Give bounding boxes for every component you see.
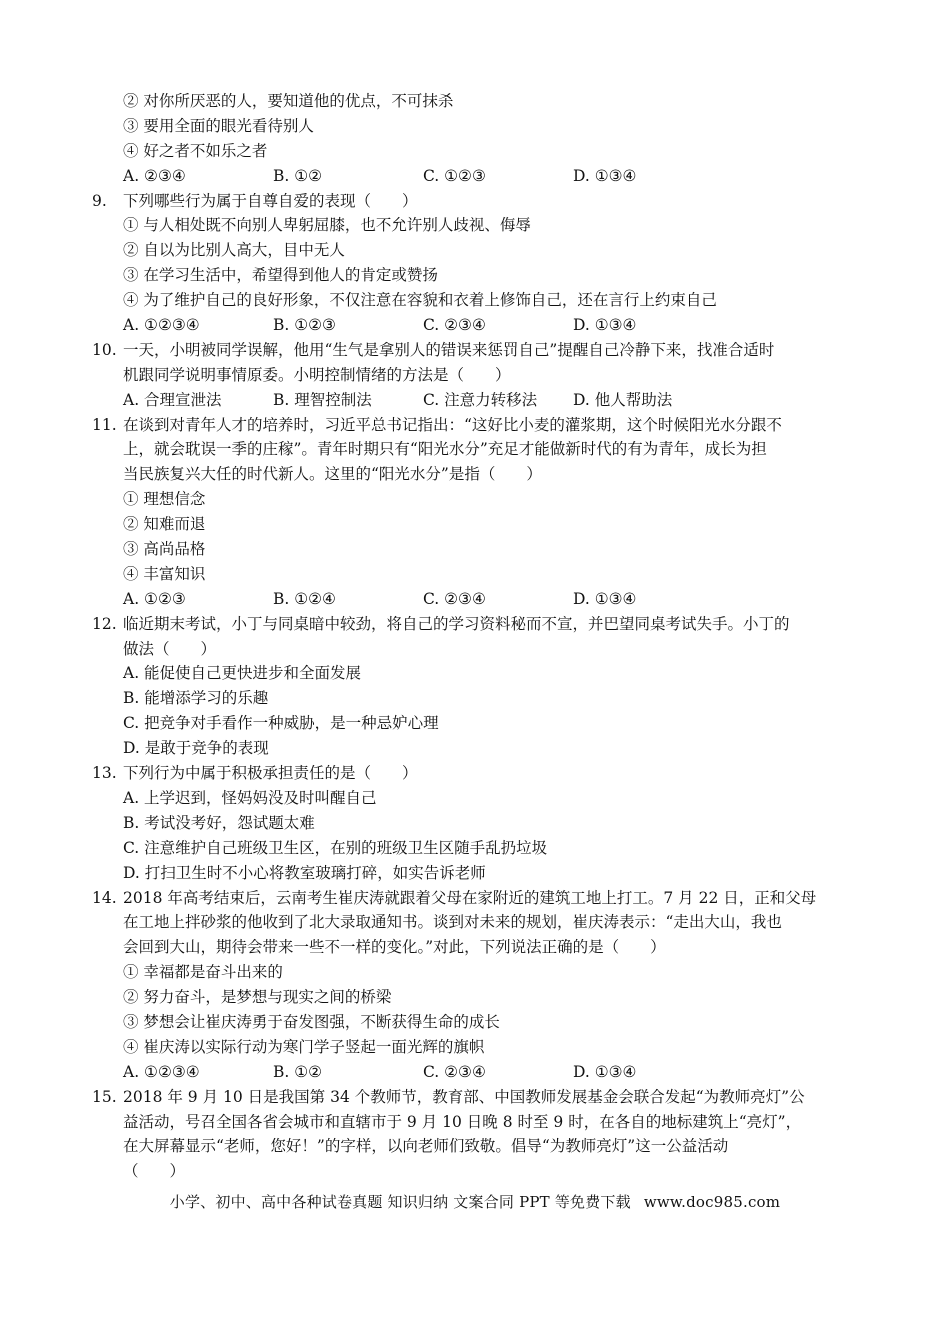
q11-option-b: B. ①②④ [273,589,336,608]
q9-option-b: B. ①②③ [273,316,336,335]
q10-number: 10. [92,340,117,359]
q8-item-3: ③ 要用全面的眼光看待别人 [123,116,314,135]
footer-url[interactable]: www.doc985.com [643,1193,781,1211]
q15-stem-line-2: 益活动，号召全国各省会城市和直辖市于 9 月 10 日晚 8 时至 9 时，在各自的地标建筑上“亮灯”， [123,1112,802,1131]
q14-number: 14. [92,888,117,907]
question-14 [92,886,862,961]
q15-number: 15. [92,1087,117,1106]
q10-option-b: B. 理智控制法 [273,390,372,409]
q14-stem-line-3: 会回到大山，期待会带来一些不一样的变化。”对此，下列说法正确的是（ ） [123,938,666,957]
q14-item-4: ④ 崔庆涛以实际行动为寒门学子竖起一面光辉的旗帜 [123,1037,485,1056]
q9-item-2: ② 自以为比别人高大，目中无人 [123,241,345,260]
q8-option-a: A. ②③④ [123,166,186,185]
q9-item-1: ① 与人相处既不向别人卑躬屈膝，也不允许别人歧视、侮辱 [123,216,531,235]
q14-option-b: B. ①② [273,1062,323,1081]
q14-option-c: C. ②③④ [423,1062,486,1081]
q11-stem-line-3: 当民族复兴大任的时代新人。这里的“阳光水分”是指（ ） [123,465,542,484]
q13-option-b: B. 考试没考好，怨试题太难 [123,813,315,832]
q15-stem-line-4: （ ） [123,1162,186,1181]
q12-option-c: C. 把竞争对手看作一种威胁，是一种忌妒心理 [123,714,439,733]
q10-stem-line-1: 一天，小明被同学误解，他用“生气是拿别人的错误来惩罚自己”提醒自己冷静下来，找准合适时 [123,340,775,359]
q11-option-d: D. ①③④ [573,589,637,608]
q13-option-a: A. 上学迟到，怪妈妈没及时叫醒自己 [123,788,377,807]
q14-stem-line-2: 在工地上拌砂浆的他收到了北大录取通知书。谈到对未来的规划，崔庆涛表示：“走出大山，我也 [123,913,782,932]
question-9 [92,189,862,214]
q15-stem-line-3: 在大屏幕显示“老师，您好！”的字样，以向老师们致敬。倡导“为教师亮灯”这一公益活动 [123,1137,729,1156]
q11-item-4: ④ 丰富知识 [123,564,206,583]
q10-option-d: D. 他人帮助法 [573,390,673,409]
footer-text: 小学、初中、高中各种试卷真题 知识归纳 文案合同 PPT 等免费下载 [169,1193,631,1211]
q14-item-3: ③ 梦想会让崔庆涛勇于奋发图强，不断获得生命的成长 [123,1012,500,1031]
q14-stem-line-1: 2018 年高考结束后，云南考生崔庆涛就跟着父母在家附近的建筑工地上打工。7 月 22 日，正和父母 [123,888,817,907]
q12-option-b: B. 能增添学习的乐趣 [123,689,269,708]
q9-options [92,313,862,338]
q10-stem-line-2: 机跟同学说明事情原委。小明控制情绪的方法是（ ） [123,365,511,384]
q13-option-c: C. 注意维护自己班级卫生区，在别的班级卫生区随手乱扔垃圾 [123,838,548,857]
q12-number: 12. [92,614,117,633]
question-10 [92,338,862,388]
q9-item-3: ③ 在学习生活中，希望得到他人的肯定或赞扬 [123,266,438,285]
q8-option-d: D. ①③④ [573,166,637,185]
q8-item-4: ④ 好之者不如乐之者 [123,141,268,160]
q9-option-a: A. ①②③④ [123,316,200,335]
q11-item-1: ① 理想信念 [123,490,206,509]
q10-options [92,388,862,413]
q13-stem: 下列行为中属于积极承担责任的是（ ） [123,764,418,783]
q14-option-a: A. ①②③④ [123,1062,200,1081]
q12-stem-line-1: 临近期末考试，小丁与同桌暗中较劲，将自己的学习资料秘而不宣，并巴望同桌考试失手。小丁的 [123,614,790,633]
q11-item-2: ② 知难而退 [123,515,206,534]
q15-stem-line-1: 2018 年 9 月 10 日是我国第 34 个教师节，教育部、中国教师发展基金会联合发起“为教师亮灯”公 [123,1087,805,1106]
question-content [92,89,862,1184]
question-13 [92,761,862,786]
q14-item-1: ① 幸福都是奋斗出来的 [123,963,283,982]
question-12 [92,612,862,662]
q11-stem-line-2: 上，就会耽误一季的庄稼”。青年时期只有“阳光水分”充足才能做新时代的有为青年，成长为担 [123,440,767,459]
q11-options [92,587,862,612]
q11-stem-line-1: 在谈到对青年人才的培养时，习近平总书记指出：“这好比小麦的灌浆期，这个时候阳光水分跟不 [123,415,782,434]
q11-item-3: ③ 高尚品格 [123,540,206,559]
q11-option-a: A. ①②③ [123,589,186,608]
q14-option-d: D. ①③④ [573,1062,637,1081]
q9-option-c: C. ②③④ [423,316,486,335]
q8-option-c: C. ①②③ [423,166,486,185]
q10-option-a: A. 合理宣泄法 [123,390,222,409]
q8-option-b: B. ①② [273,166,323,185]
q9-stem: 下列哪些行为属于自尊自爱的表现（ ） [123,191,418,210]
q11-number: 11. [92,415,117,434]
q9-number: 9. [92,191,107,210]
q8-options [92,164,862,189]
page-footer [0,1191,950,1212]
q8-item-2: ② 对你所厌恶的人，要知道他的优点，不可抹杀 [123,92,454,110]
q10-option-c: C. 注意力转移法 [423,390,538,409]
q13-option-d: D. 打扫卫生时不小心将教室玻璃打碎，如实告诉老师 [123,863,486,882]
q12-option-d: D. 是敢于竞争的表现 [123,739,269,758]
q9-item-4: ④ 为了维护自己的良好形象，不仅注意在容貌和衣着上修饰自己，还在言行上约束自己 [123,291,717,310]
q12-option-a: A. 能促使自己更快进步和全面发展 [123,664,362,683]
q13-number: 13. [92,764,117,783]
q9-option-d: D. ①③④ [573,316,637,335]
question-15 [92,1085,862,1185]
q14-item-2: ② 努力奋斗，是梦想与现实之间的桥梁 [123,988,392,1007]
question-11 [92,413,862,488]
q12-stem-line-2: 做法（ ） [123,639,217,658]
q11-option-c: C. ②③④ [423,589,486,608]
q14-options [92,1060,862,1085]
